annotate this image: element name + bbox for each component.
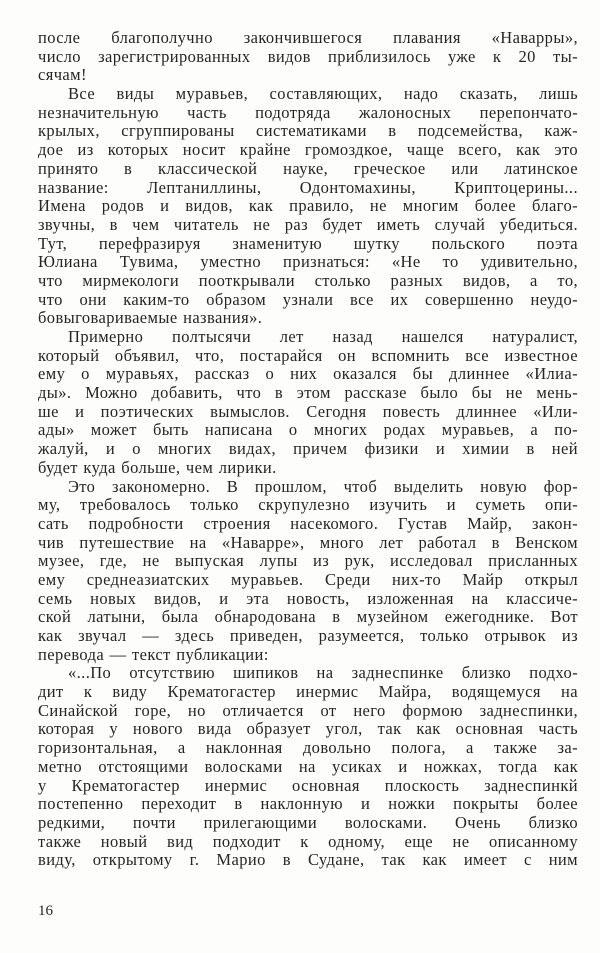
paragraph: [38, 478, 578, 665]
text-line: ды». Можно добавить, что в этом рассказе было бы не мень-: [38, 383, 578, 403]
page-number: 16: [38, 903, 53, 919]
text-line: число зарегистрированных видов приблизилось уже к 20 ты-: [38, 46, 578, 66]
paragraph: [38, 664, 578, 870]
text-line: ше и поэтических вымыслов. Сегодня повесть длиннее «Или-: [38, 401, 578, 421]
text-line: Юлиана Тувима, уместно признаться: «Не то удивительно,: [38, 252, 578, 272]
text-line: «...По отсутствию шипиков на заднеспинке близко подхо-: [68, 663, 578, 683]
text-line: чив путешествие на «Наварре», много лет работал в Венском: [38, 532, 578, 552]
page-body-text: [38, 29, 578, 870]
text-line: крылых, сгруппированы систематиками в подсемейства, каж-: [38, 121, 578, 141]
text-line: жалуй, и о многих видах, причем физики и химии в ней: [38, 439, 578, 459]
text-line: Это закономерно. В прошлом, чтоб выделить новую фор-: [68, 476, 578, 496]
text-line: незначительную часть подотряда жалоносных перепончато-: [38, 102, 578, 122]
text-line: Примерно полтысячи лет назад нашелся натуралист,: [68, 327, 578, 346]
text-line: будет куда больше, чем лирики.: [38, 457, 277, 477]
text-line: который объявил, что, постарайся он вспомнить все известное: [38, 345, 578, 365]
text-line: горизонтальная, а наклонная довольно полога, а также за-: [38, 738, 578, 758]
paragraph: [38, 29, 578, 85]
text-line: метно отстоящими волосками на усиках и ножках, тогда как: [38, 756, 578, 776]
text-line: семь новых видов, и эта новость, изложенная на классиче-: [38, 588, 578, 608]
text-line: сать подробности строения насекомого. Густав Майр, закон-: [38, 513, 578, 533]
text-line: название: Лептаниллины, Одонтомахины, Криптоцерины...: [38, 177, 578, 197]
text-line: как звучал — здесь приведен, разумеется, только отрывок из: [38, 626, 578, 645]
text-line: после благополучно закончившегося плавания «Наварры»,: [38, 28, 578, 47]
text-line: редкими, почти прилегающими волосками. Очень близко: [38, 812, 578, 832]
text-line: которая у нового вида образует угол, так как основная часть: [38, 719, 578, 739]
text-line: бовыговариваемые названия».: [38, 308, 263, 328]
text-line: что они каким-то образом узнали все их совершенно неудо-: [38, 289, 578, 309]
text-line: ему о муравьях, рассказ о них оказался бы длиннее «Илиа-: [38, 364, 578, 384]
text-line: Синайской горе, но отличается от него формою заднеспинки,: [38, 700, 578, 720]
text-line: Тут, перефразируя знаменитую шутку польского поэта: [38, 233, 578, 253]
paragraph: [38, 328, 578, 478]
text-line: Имена родов и видов, как правило, не многим более благо-: [38, 196, 578, 216]
text-line: Все виды муравьев, составляющих, надо сказать, лишь: [68, 84, 578, 104]
text-line: ады» может быть написана о многих родах муравьев, а по-: [38, 420, 578, 440]
text-line: звучны, в чем читатель не раз будет иметь случай убедиться.: [38, 214, 578, 234]
text-line: музее, где, не выпуская лупы из рук, исследовал присланных: [38, 551, 578, 571]
text-line: принято в классической науке, греческое или латинское: [38, 158, 578, 178]
text-line: виду, открытому г. Марио в Судане, так как имеет с ним: [38, 850, 578, 870]
text-line: постепенно переходит в наклонную и ножки покрыты более: [38, 794, 578, 814]
paragraph: [38, 85, 578, 328]
text-line: дое из которых носит крайне громоздкое, чаще всего, как это: [38, 140, 578, 160]
text-line: также новый вид подходит к одному, еще не описанному: [38, 831, 578, 851]
text-line: перевода — текст публикации:: [38, 644, 269, 664]
text-line: у Крематогастер инермис основная плоскость заднеспинкй: [38, 775, 578, 795]
text-line: сячам!: [38, 65, 87, 85]
text-line: дит к виду Крематогастер инермис Майра, водящемуся на: [38, 682, 578, 702]
text-line: ему среднеазиатских муравьев. Среди них-то Майр открыл: [38, 569, 578, 589]
text-line: что мирмекологи пооткрывали столько разных видов, а то,: [38, 270, 578, 290]
text-line: му, требовалось только скрупулезно изучить и суметь опи-: [38, 495, 578, 515]
text-line: ской латыни, была обнародована в музейном ежегоднике. Вот: [38, 607, 578, 627]
